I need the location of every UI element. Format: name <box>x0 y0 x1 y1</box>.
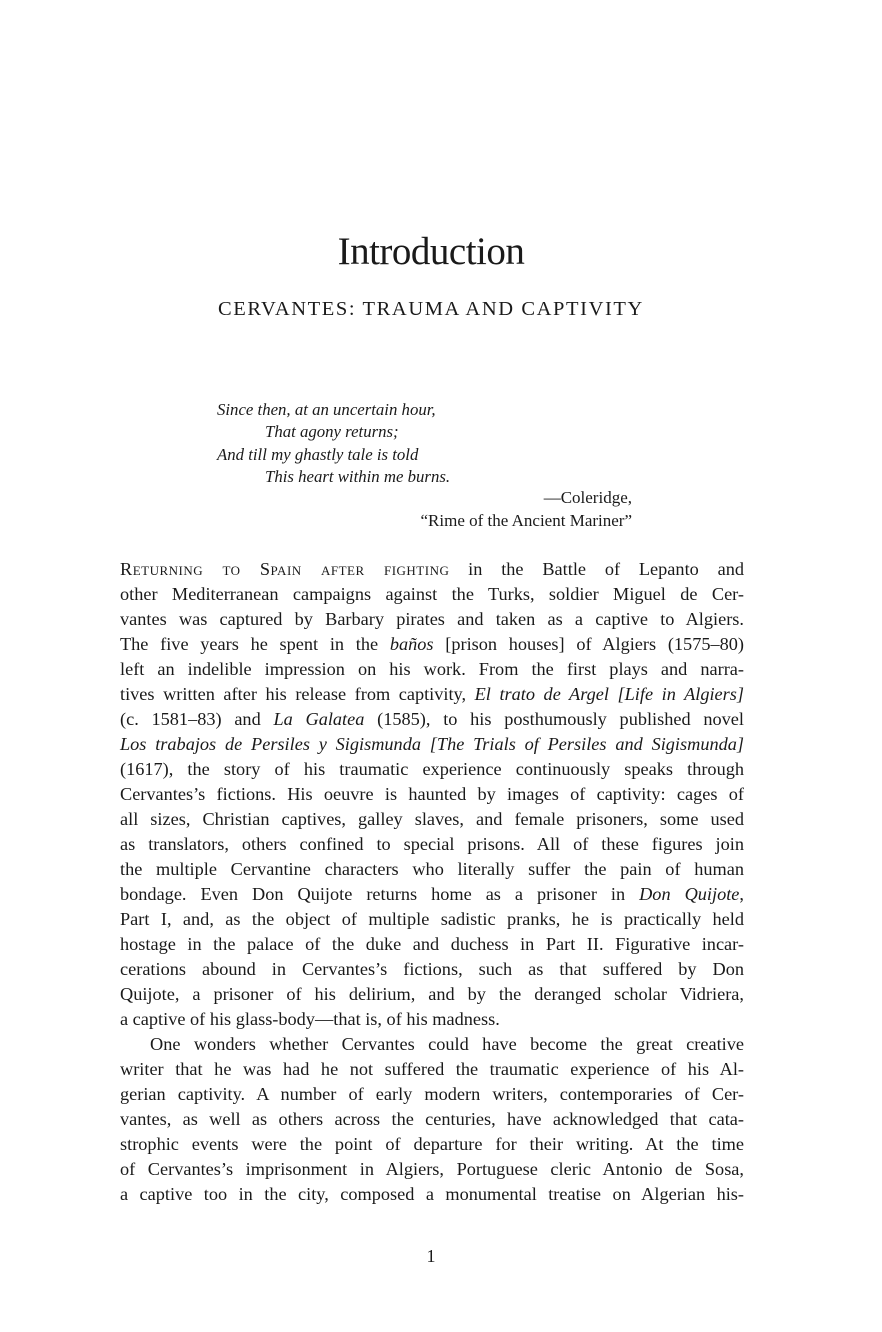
body-text-span: The five years he spent in the <box>120 634 390 654</box>
body-text <box>120 557 744 1207</box>
italic-title: Don Quijote <box>639 884 740 904</box>
body-line: a captive of his glass-body—that is, of his madness. <box>120 1009 500 1029</box>
epigraph <box>217 399 632 488</box>
body-text-span: in the Battle of Lepanto and <box>449 559 744 579</box>
body-line: all sizes, Christian captives, galley slaves, and female prisoners, some used <box>120 809 744 829</box>
chapter-subtitle: CERVANTES: TRAUMA AND CAPTIVITY <box>218 298 644 320</box>
body-text-span: tives written after his release from captivity, <box>120 684 475 704</box>
attribution-author: —Coleridge, <box>543 488 632 507</box>
body-text-span: (1585), to his posthumously published novel <box>364 709 744 729</box>
body-line: of Cervantes’s imprisonment in Algiers, Portuguese cleric Antonio de Sosa, <box>120 1159 744 1179</box>
body-line <box>120 632 744 657</box>
body-line: Cervantes’s fictions. His oeuvre is haunted by images of captivity: cages of <box>120 784 744 804</box>
body-line: left an indelible impression on his work. From the first plays and narra- <box>120 659 744 679</box>
chapter-title: Introduction <box>337 230 525 273</box>
body-line: the multiple Cervantine characters who literally suffer the pain of human <box>120 859 744 879</box>
italic-title: El trato de Argel [Life in Algiers] <box>474 684 744 704</box>
body-line: cerations abound in Cervantes’s fictions, such as that suffered by Don <box>120 959 744 979</box>
opening-small-caps: Returning to Spain after fighting <box>120 559 450 579</box>
body-text-span: [prison houses] of Algiers (1575–80) <box>433 634 744 654</box>
body-line: One wonders whether Cervantes could have become the great creative <box>150 1034 744 1054</box>
attribution-source: “Rime of the Ancient Mariner” <box>420 510 632 530</box>
body-line: Part I, and, as the object of multiple sadistic pranks, he is practically held <box>120 909 744 929</box>
italic-title: Los trabajos de Persiles y Sigismunda [The Trials of Persiles and Sigismunda] <box>120 734 744 754</box>
epigraph-line: And till my ghastly tale is told <box>217 444 419 464</box>
body-line: strophic events were the point of departure for their writing. At the time <box>120 1134 744 1154</box>
body-text-span: , <box>739 884 744 904</box>
body-line: gerian captivity. A number of early modern writers, contemporaries of Cer- <box>120 1084 744 1104</box>
italic-title: La Galatea <box>273 709 365 729</box>
body-line: (1617), the story of his traumatic experience continuously speaks through <box>120 759 744 779</box>
body-line: hostage in the palace of the duke and duchess in Part II. Figurative incar- <box>120 934 744 954</box>
body-text-span: (c. 1581–83) and <box>120 709 274 729</box>
body-line <box>120 682 744 707</box>
page-number: 1 <box>426 1246 436 1266</box>
body-line: Quijote, a prisoner of his delirium, and by the deranged scholar Vidriera, <box>120 984 744 1004</box>
body-line <box>120 557 744 582</box>
body-line <box>120 707 744 732</box>
epigraph-attribution <box>300 487 632 532</box>
epigraph-line: That agony returns; <box>265 422 399 442</box>
body-line: other Mediterranean campaigns against the Turks, soldier Miguel de Cer- <box>120 584 744 604</box>
italic-term: baños <box>389 634 434 654</box>
epigraph-line: Since then, at an uncertain hour, <box>217 400 436 419</box>
body-line: as translators, others confined to special prisons. All of these figures join <box>120 834 744 854</box>
body-text-span: bondage. Even Don Quijote returns home as a prisoner in <box>120 884 640 904</box>
body-line: vantes was captured by Barbary pirates and taken as a captive to Algiers. <box>120 609 744 629</box>
body-line <box>120 732 744 757</box>
epigraph-line: This heart within me burns. <box>265 466 451 486</box>
body-line: a captive too in the city, composed a monumental treatise on Algerian his- <box>120 1184 744 1204</box>
body-line <box>120 882 744 907</box>
body-line: vantes, as well as others across the centuries, have acknowledged that cata- <box>120 1109 744 1129</box>
body-line: writer that he was had he not suffered the traumatic experience of his Al- <box>120 1059 744 1079</box>
